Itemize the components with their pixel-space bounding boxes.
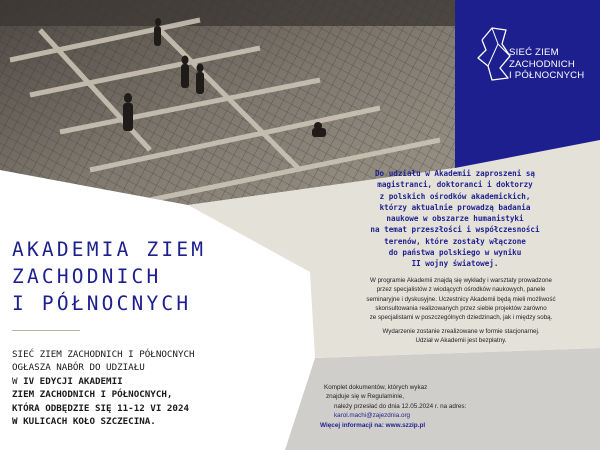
program-line: przez specjalistów z wiodących ośrodków naukowych, panele: [376, 286, 546, 294]
invitation-line: Do udziału w Akademii zaproszeni są: [374, 169, 535, 178]
announcement: [12, 348, 307, 428]
event-line: Wydarzenie zostanie zrealizowane w formie stacjonarnej.: [382, 328, 540, 335]
invitation-text: [320, 168, 590, 270]
more-info-link[interactable]: [320, 421, 470, 430]
program-line: W programie Akademii znajdą się wykłady i warsztaty prowadzone: [370, 277, 552, 284]
title-line: AKADEMIA ZIEM: [12, 238, 207, 261]
title-line: I PÓŁNOCNYCH: [12, 292, 192, 315]
announcement-line: ZIEM ZACHODNICH I PÓŁNOCNYCH,: [12, 389, 173, 401]
program-line: seminaryjne i dyskusyjne. Uczestnicy Akademii będą mieli możliwość: [366, 295, 556, 303]
event-line: Udział w Akademii jest bezpłatny.: [415, 337, 507, 345]
program-text: [330, 276, 592, 322]
announcement-edition: IV EDYCJI AKADEMII: [23, 375, 123, 387]
invitation-line: z polskich ośrodków akademickich,: [379, 191, 531, 201]
page-title: [12, 236, 312, 317]
invitation-line: terenów, które zostały włączone: [384, 236, 526, 246]
announcement-line: SIEĆ ZIEM ZACHODNICH I PÓŁNOCNYCH: [12, 349, 195, 360]
invitation-line: na temat przeszłości i współczesności: [370, 225, 540, 235]
logo-line: SIEĆ ZIEM: [509, 47, 559, 58]
invitation-line: magistranci, doktoranci i doktorzy: [377, 180, 533, 190]
documents-line: znajduje się w Regulaminie,: [326, 393, 405, 401]
event-text: [330, 327, 592, 346]
invitation-line: II wojny światowej.: [411, 259, 499, 269]
program-line: skonsultowania realizowanych przez siebie projektów zarówno: [375, 304, 547, 312]
announcement-location: W KULICACH KOŁO SZCZECINA.: [12, 416, 156, 428]
announcement-line: OGŁASZA NABÓR DO UDZIAŁU: [12, 362, 145, 374]
logo-line: ZACHODNICH: [509, 58, 575, 70]
invitation-line: do państwa polskiego w wyniku: [388, 248, 522, 258]
divider: [12, 330, 80, 331]
contact-email-link[interactable]: karol.machi@zajezdnia.org: [334, 412, 411, 420]
announcement-date: KTÓRA ODBĘDZIE SIĘ 11-12 VI 2024: [12, 402, 190, 414]
logo-line: I PÓŁNOCNYCH: [509, 70, 585, 81]
more-info-text[interactable]: Więcej informacji na: www.szzip.pl: [320, 422, 426, 429]
documents-line: Komplet dokumentów, których wykaz: [324, 384, 428, 391]
documents-text: [318, 383, 468, 421]
logo-text: [509, 47, 599, 82]
announcement-line: [12, 375, 307, 388]
announcement-prefix: W: [12, 375, 24, 387]
invitation-line: którzy aktualnie prowadzą badania: [379, 202, 531, 212]
invitation-line: naukowe w obszarze humanistyki: [386, 214, 524, 224]
documents-line: należy przesłać do dnia 12.05.2024 r. na adres:: [334, 402, 467, 410]
title-line: ZACHODNICH: [12, 265, 162, 288]
program-line: ze specjalistami w poszczególnych dziedzinach, jak i między sobą.: [369, 314, 553, 322]
